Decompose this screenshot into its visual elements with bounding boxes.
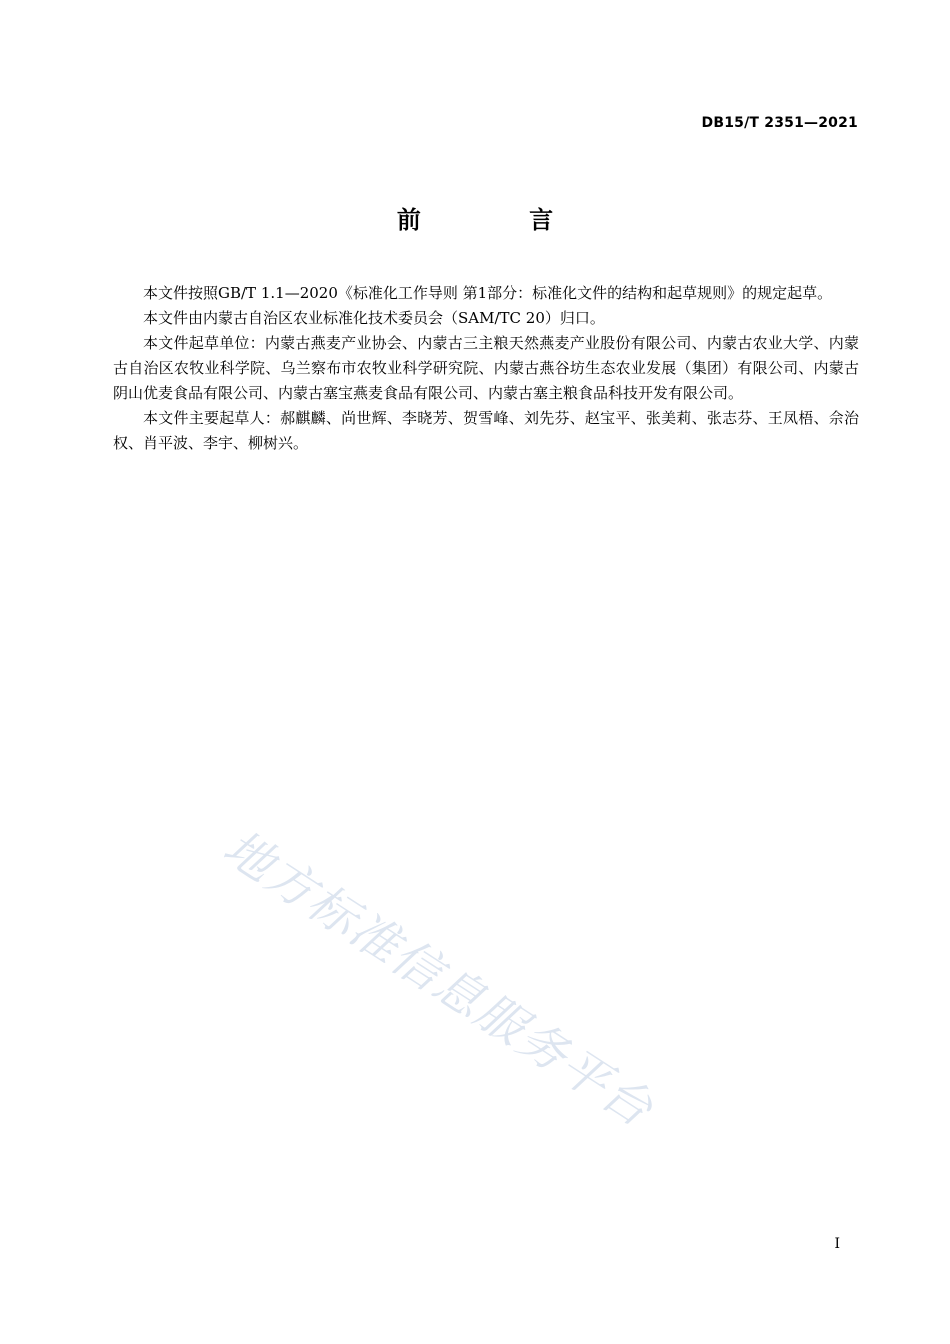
document-code: DB15/T 2351—2021 [701, 115, 858, 131]
paragraph-drafting-units: 本文件起草单位：内蒙古燕麦产业协会、内蒙古三主粮天然燕麦产业股份有限公司、内蒙古农业大学、内蒙古自治区农牧业科学院、乌兰察布市农牧业科学研究院、内蒙古燕谷坊生态农业发展（集团）有限公司、内蒙古阴山优麦食品有限公司、内蒙古塞宝燕麦食品有限公司、内蒙古塞主粮食品科技开发有限公司。 [113, 334, 859, 402]
paragraph-drafting-rules: 本文件按照GB/T 1.1—2020《标准化工作导则 第1部分：标准化文件的结构和起草规则》的规定起草。 [143, 284, 833, 302]
foreword-body [113, 281, 859, 456]
paragraph-committee: 本文件由内蒙古自治区农业标准化技术委员会（SAM/TC 20）归口。 [143, 309, 605, 327]
page-title: 前 言 [396, 206, 604, 234]
watermark: 地方标准信息服务平台 [213, 819, 664, 1139]
page-number: I [834, 1236, 840, 1252]
paragraph-drafters: 本文件主要起草人：郝麒麟、尚世辉、李晓芳、贺雪峰、刘先芬、赵宝平、张美莉、张志芬、王凤梧、佘治权、肖平波、李宇、柳树兴。 [113, 409, 859, 452]
